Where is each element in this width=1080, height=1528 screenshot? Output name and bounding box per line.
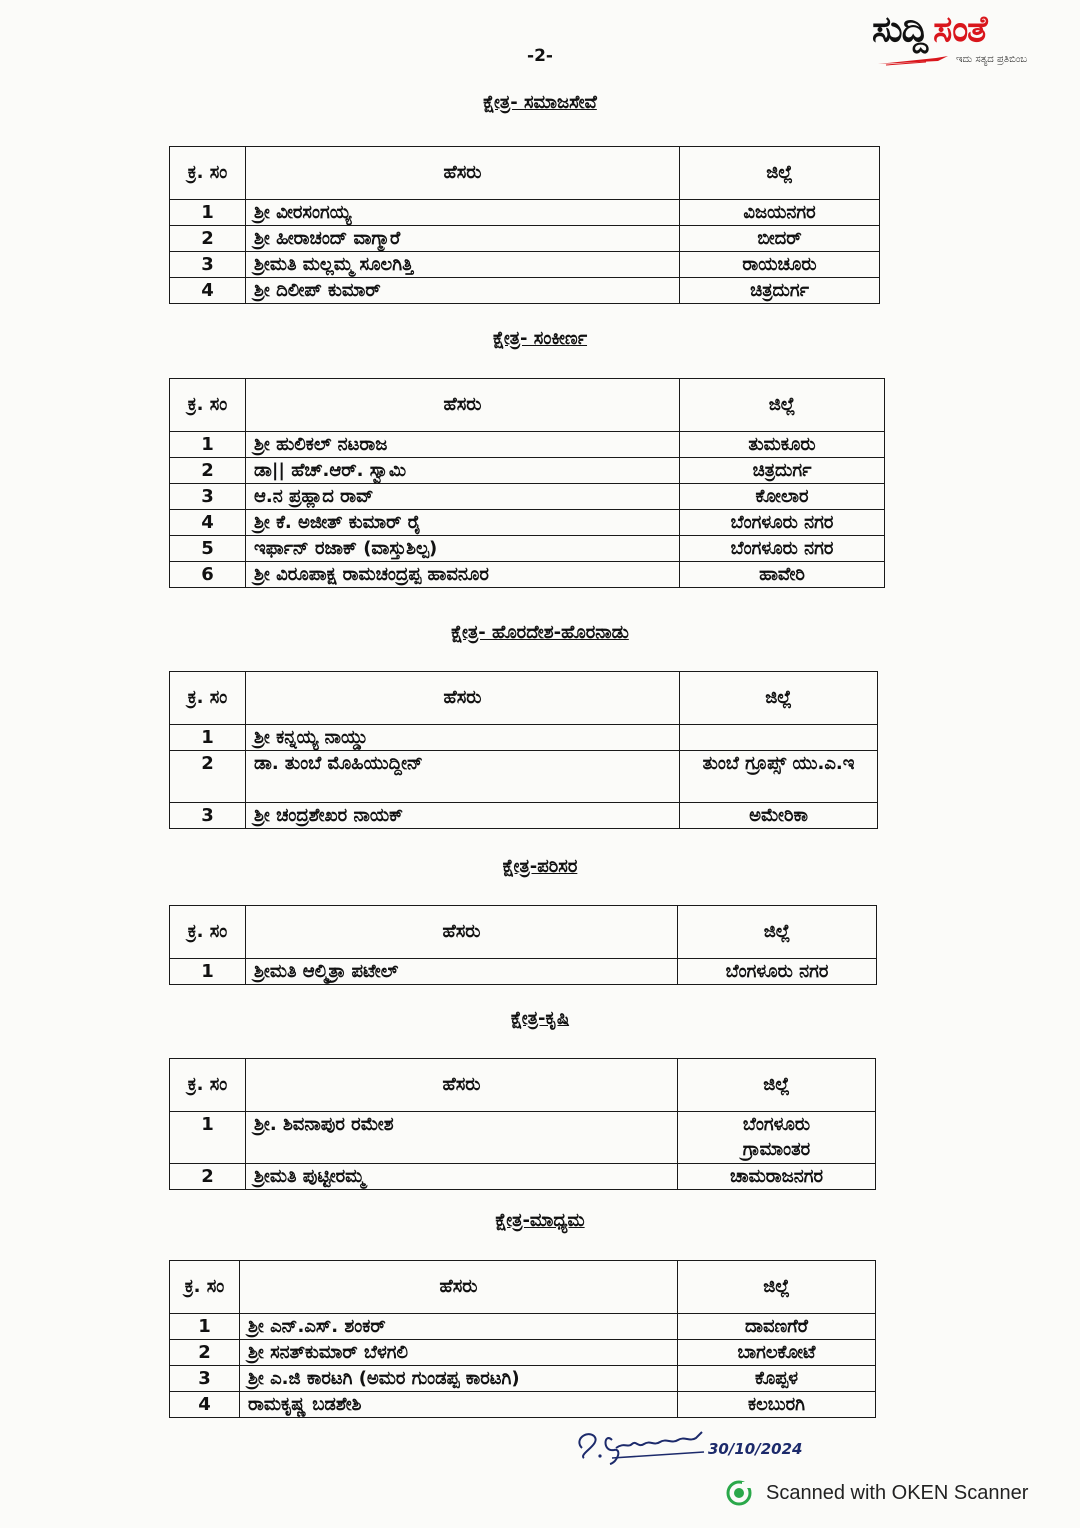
row-sl: 4 <box>170 1392 240 1418</box>
row-district: ಬೆಂಗಳೂರು ನಗರ <box>678 959 877 985</box>
header-name: ಹೆಸರು <box>246 1059 678 1112</box>
header-district: ಜಿಲ್ಲೆ <box>680 672 878 725</box>
row-district: ಕಲಬುರಗಿ <box>678 1392 876 1418</box>
row-name: ಡಾ|| ಹೆಚ್.ಆರ್. ಸ್ವಾಮಿ <box>246 458 680 484</box>
row-name: ಶ್ರೀ ಹುಲಿಕಲ್ ನಟರಾಜ <box>246 432 680 458</box>
row-name: ಶ್ರೀಮತಿ ಆಲ್ಮಿತ್ರಾ ಪಟೇಲ್ <box>246 959 678 985</box>
row-sl: 2 <box>170 1340 240 1366</box>
row-sl: 1 <box>170 1314 240 1340</box>
page-number: -2- <box>527 46 553 66</box>
row-district: ಚಾಮರಾಜನಗರ <box>678 1164 876 1190</box>
row-sl: 3 <box>170 1366 240 1392</box>
header-sl: ಕ್ರ. ಸಂ <box>170 906 246 959</box>
header-name: ಹೆಸರು <box>246 672 680 725</box>
row-name: ಆ.ನ ಪ್ರಹ್ಲಾದ ರಾವ್ <box>246 484 680 510</box>
row-name: ಶ್ರೀಮತಿ ಪುಟ್ಟೀರಮ್ಮ <box>246 1164 678 1190</box>
table-row <box>170 1366 876 1392</box>
row-name: ರಾಮಕೃಷ್ಣ ಬಡಶೇಶಿ <box>240 1392 678 1418</box>
row-sl: 1 <box>170 1112 246 1164</box>
logo-part2: ಸಂತೆ <box>933 9 987 50</box>
table-row <box>170 458 885 484</box>
awardee-table <box>169 1260 876 1418</box>
header-sl: ಕ್ರ. ಸಂ <box>170 379 246 432</box>
row-sl: 1 <box>170 432 246 458</box>
table-row <box>170 536 885 562</box>
table-row <box>170 278 880 304</box>
table-row <box>170 1392 876 1418</box>
header-name: ಹೆಸರು <box>246 379 680 432</box>
row-sl: 3 <box>170 803 246 829</box>
table-row <box>170 1164 876 1190</box>
section-title: ಕ್ಷೇತ್ರ- ಸಂಕೀರ್ಣ <box>492 328 588 349</box>
table-row <box>170 803 878 829</box>
header-name: ಹೆಸರು <box>240 1261 678 1314</box>
logo-tagline: ಇದು ಸತ್ಯದ ಪ್ರತಿಬಿಂಬ <box>956 54 1028 65</box>
row-name: ಶ್ರೀ ಕನ್ನಯ್ಯ ನಾಯ್ಡು <box>246 725 680 751</box>
table-row <box>170 226 880 252</box>
row-name: ಶ್ರೀ ವೀರಸಂಗಯ್ಯ <box>246 200 680 226</box>
section-title: ಕ್ಷೇತ್ರ-ಕೃಷಿ <box>510 1008 570 1029</box>
row-sl: 2 <box>170 751 246 803</box>
row-district: ಅಮೇರಿಕಾ <box>680 803 878 829</box>
row-sl: 5 <box>170 536 246 562</box>
table-row <box>170 252 880 278</box>
awardee-table <box>169 378 885 588</box>
table-row <box>170 1112 876 1164</box>
header-sl: ಕ್ರ. ಸಂ <box>170 147 246 200</box>
awardee-table <box>169 671 878 829</box>
table-row <box>170 1314 876 1340</box>
header-district: ಜಿಲ್ಲೆ <box>678 906 877 959</box>
header-district: ಜಿಲ್ಲೆ <box>680 147 880 200</box>
row-sl: 2 <box>170 226 246 252</box>
row-name: ಶ್ರೀ. ಶಿವನಾಪುರ ರಮೇಶ <box>246 1112 678 1164</box>
section-title: ಕ್ಷೇತ್ರ-ಪರಿಸರ <box>502 856 578 877</box>
row-name: ಡಾ. ತುಂಬೆ ಮೊಹಿಯುದ್ದೀನ್ <box>246 751 680 803</box>
oken-scanner-icon <box>726 1480 752 1506</box>
row-name: ಶ್ರೀ ಕೆ. ಅಜೀತ್ ಕುಮಾರ್ ರೈ <box>246 510 680 536</box>
row-district: ತುಮಕೂರು <box>680 432 885 458</box>
awardee-table <box>169 1058 876 1190</box>
header-district: ಜಿಲ್ಲೆ <box>678 1059 876 1112</box>
scanner-text: Scanned with OKEN Scanner <box>766 1481 1029 1504</box>
row-district: ಬೀದರ್ <box>680 226 880 252</box>
row-district: ವಿಜಯನಗರ <box>680 200 880 226</box>
row-district <box>680 725 878 751</box>
section-title: ಕ್ಷೇತ್ರ-ಮಾಧ್ಯಮ <box>495 1210 585 1231</box>
row-name: ಇರ್ಫಾನ್ ರಜಾಕ್ (ವಾಸ್ತುಶಿಲ್ಪ) <box>246 536 680 562</box>
row-name: ಶ್ರೀ ಹೀರಾಚಂದ್ ವಾಗ್ಮಾರೆ <box>246 226 680 252</box>
table-row <box>170 562 885 588</box>
row-district: ತುಂಬೆ ಗ್ರೂಪ್ಸ್ ಯು.ಎ.ಇ <box>680 751 878 803</box>
header-name: ಹೆಸರು <box>246 147 680 200</box>
row-sl: 1 <box>170 200 246 226</box>
scanner-watermark <box>726 1478 1028 1508</box>
row-district: ದಾವಣಗೆರೆ <box>678 1314 876 1340</box>
awardee-table <box>169 905 877 985</box>
table-row <box>170 484 885 510</box>
table-row <box>170 432 885 458</box>
row-sl: 4 <box>170 278 246 304</box>
header-sl: ಕ್ರ. ಸಂ <box>170 1261 240 1314</box>
row-district: ಕೊಪ್ಪಳ <box>678 1366 876 1392</box>
table-row <box>170 959 877 985</box>
header-district: ಜಿಲ್ಲೆ <box>680 379 885 432</box>
row-district: ಬಾಗಲಕೋಟೆ <box>678 1340 876 1366</box>
header-district: ಜಿಲ್ಲೆ <box>678 1261 876 1314</box>
row-sl: 6 <box>170 562 246 588</box>
row-name: ಶ್ರೀ ಚಂದ್ರಶೇಖರ ನಾಯಕ್ <box>246 803 680 829</box>
table-row <box>170 510 885 536</box>
logo-part1: ಸುದ್ದಿ <box>872 9 928 50</box>
row-name: ಶ್ರೀ ಎನ್.ಎಸ್. ಶಂಕರ್ <box>240 1314 678 1340</box>
row-district: ರಾಯಚೂರು <box>680 252 880 278</box>
pen-icon <box>876 54 950 66</box>
section-title: ಕ್ಷೇತ್ರ- ಹೊರದೇಶ-ಹೊರನಾಡು <box>451 622 629 643</box>
row-sl: 4 <box>170 510 246 536</box>
table-row <box>170 200 880 226</box>
row-district: ಕೋಲಾರ <box>680 484 885 510</box>
row-district: ಹಾವೇರಿ <box>680 562 885 588</box>
row-sl: 1 <box>170 725 246 751</box>
table-row <box>170 1340 876 1366</box>
header-sl: ಕ್ರ. ಸಂ <box>170 672 246 725</box>
row-sl: 3 <box>170 252 246 278</box>
row-district: ಚಿತ್ರದುರ್ಗ <box>680 278 880 304</box>
row-sl: 3 <box>170 484 246 510</box>
row-name: ಶ್ರೀ ಸನತ್‌ಕುಮಾರ್ ಬೆಳಗಲಿ <box>240 1340 678 1366</box>
site-logo <box>872 10 1068 72</box>
signature-date: 30/10/2024 <box>708 1440 803 1458</box>
row-name: ಶ್ರೀಮತಿ ಮಲ್ಲಮ್ಮ ಸೂಲಗಿತ್ತಿ <box>246 252 680 278</box>
row-district: ಬೆಂಗಳೂರು ನಗರ <box>680 510 885 536</box>
row-sl: 2 <box>170 458 246 484</box>
row-name: ಶ್ರೀ ಎ.ಜಿ ಕಾರಟಗಿ (ಅಮರ ಗುಂಡಪ್ಪ ಕಾರಟಗಿ) <box>240 1366 678 1392</box>
section-title: ಕ್ಷೇತ್ರ- ಸಮಾಜಸೇವೆ <box>483 92 597 113</box>
row-district: ಬೆಂಗಳೂರು ನಗರ <box>680 536 885 562</box>
header-sl: ಕ್ರ. ಸಂ <box>170 1059 246 1112</box>
row-district: ಚಿತ್ರದುರ್ಗ <box>680 458 885 484</box>
row-sl: 2 <box>170 1164 246 1190</box>
table-row <box>170 751 878 803</box>
row-district: ಬೆಂಗಳೂರು ಗ್ರಾಮಾಂತರ <box>678 1112 876 1164</box>
row-name: ಶ್ರೀ ವಿರೂಪಾಕ್ಷ ರಾಮಚಂದ್ರಪ್ಪ ಹಾವನೂರ <box>246 562 680 588</box>
awardee-table <box>169 146 880 304</box>
header-name: ಹೆಸರು <box>246 906 678 959</box>
table-row <box>170 725 878 751</box>
row-sl: 1 <box>170 959 246 985</box>
row-name: ಶ್ರೀ ದಿಲೀಪ್ ಕುಮಾರ್ <box>246 278 680 304</box>
